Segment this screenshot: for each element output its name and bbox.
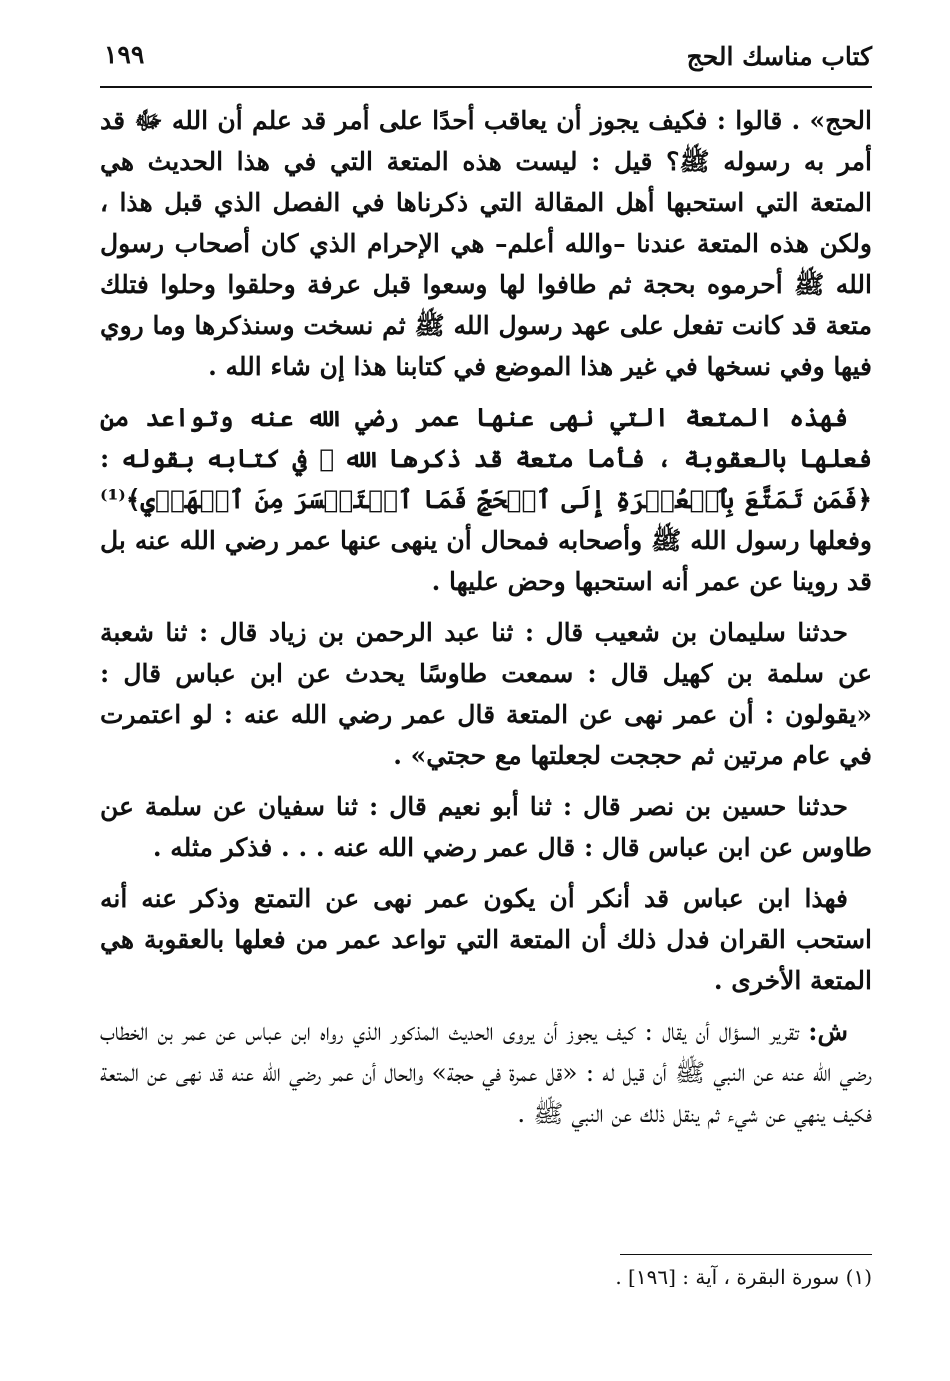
commentary-text: تقرير السؤال أن يقال : كيف يجوز أن يروى الحديث المذكور الذي رواه ابن عباس عن عمر بن الخطاب رضي الله عنه عن النبي ﷺ أن قيل له : «قل عمرة في حجة» والحال أن عمر رضي الله عنه قد نهى عن المتعة فكيف ينهي عن شيء ثم ينقل ذلك عن النبي ﷺ .	[100, 1017, 872, 1128]
paragraph-2: فهذه المتعة التي نهى عنها عمر رضي الله عنه وتواعد من فعلها بالعقوبة ، فأما متعة قد ذكرها الله ﷻ في كتابه بقوله : ﴿فَمَن تَمَتَّعَ بِٱلۡعُمۡرَةِ إِلَى ٱلۡحَجِّ فَمَا ٱسۡتَيۡسَرَ مِنَ ٱلۡهَدۡيِ﴾⁽¹⁾ وفعلها رسول الله ﷺ وأصحابه فمحال أن ينهى عنها عمر رضي الله عنه بل قد روينا عن عمر أنه استحبها وحض عليها .	[100, 403, 872, 596]
footnote-divider	[620, 1254, 872, 1255]
commentary-paragraph	[100, 1011, 872, 1134]
footnote: (١) سورة البقرة ، آية : [١٩٦] .	[615, 1265, 872, 1289]
running-header	[100, 38, 872, 82]
paragraph-3: حدثنا سليمان بن شعيب قال : ثنا عبد الرحمن بن زياد قال : ثنا شعبة عن سلمة بن كهيل قال : سمعت طاوسًا يحدث عن ابن عباس قال : «يقولون : أن عمر نهى عن المتعة قال عمر رضي الله عنه : لو اعتمرت في عام مرتين ثم حججت لجعلتها مع حجتي» .	[100, 618, 872, 770]
book-title: كتاب مناسك الحج	[686, 42, 872, 71]
paragraph-4: حدثنا حسين بن نصر قال : ثنا أبو نعيم قال : ثنا سفيان عن سلمة عن طاوس عن ابن عباس قال : قال عمر رضي الله عنه . . . فذكر مثله .	[100, 792, 872, 862]
header-divider	[100, 86, 872, 88]
page-number: ١٩٩	[104, 40, 145, 69]
paragraph-1: الحج» . قالوا : فكيف يجوز أن يعاقب أحدًا على أمر قد علم أن الله ﷻ قد أمر به رسوله ﷺ؟ قيل : ليست هذه المتعة التي في هذا الحديث هي المتعة التي استحبها أهل المقالة التي ذكرناها في الفصل الذي قبل هذا ، ولكن هذه المتعة عندنا –والله أعلم– هي الإحرام الذي كان أصحاب رسول الله ﷺ أحرموه بحجة ثم طافوا لها وسعوا قبل عرفة وحلقوا وحلوا فتلك متعة قد كانت تفعل على عهد رسول الله ﷺ ثم نسخت وسنذكرها وما روي فيها وفي نسخها في غير هذا الموضع في كتابنا هذا إن شاء الله .	[100, 106, 872, 381]
commentary-label: ش:	[808, 1017, 848, 1046]
main-text	[100, 100, 872, 1144]
paragraph-5: فهذا ابن عباس قد أنكر أن يكون عمر نهى عن التمتع وذكر عنه أنه استحب القران فدل ذلك أن المتعة التي تواعد عمر من فعلها بالعقوبة هي المتعة الأخرى .	[100, 884, 872, 995]
